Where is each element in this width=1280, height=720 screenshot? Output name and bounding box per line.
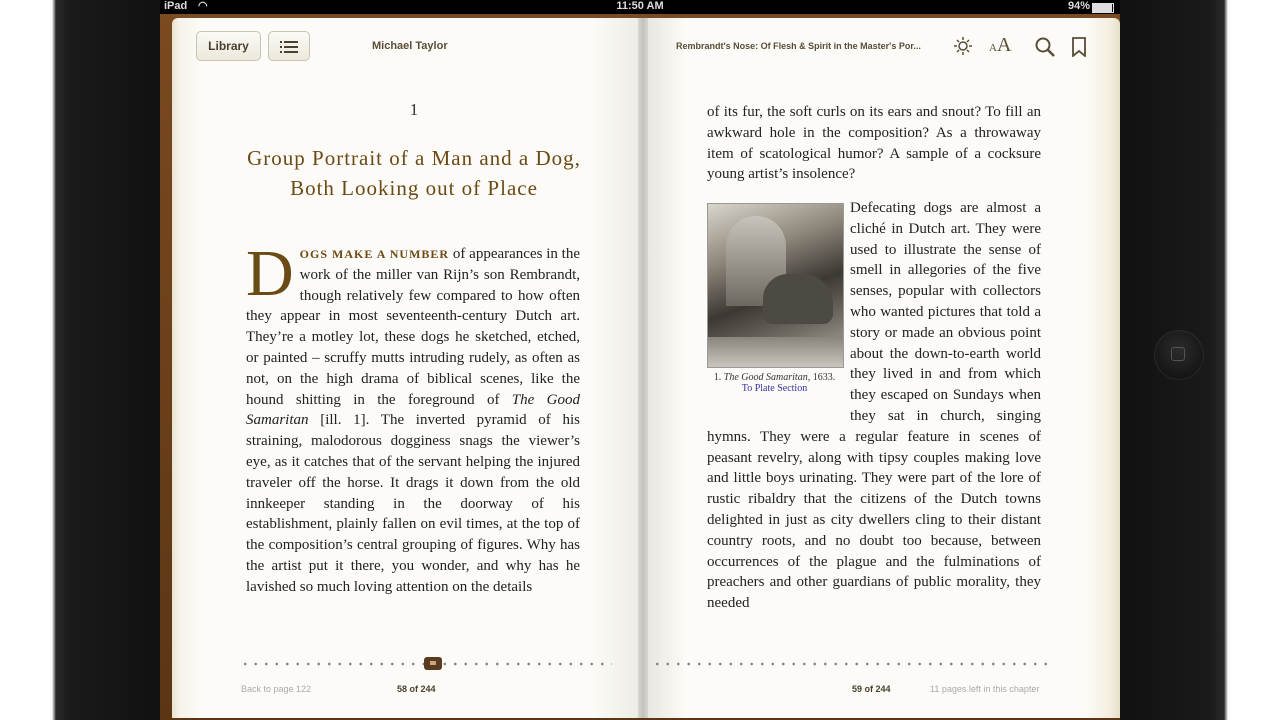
plate-section-link[interactable]: To Plate Section [741, 382, 808, 394]
wifi-icon: ◠ [198, 0, 208, 12]
brightness-icon[interactable] [954, 37, 972, 55]
device-bezel-left [0, 0, 160, 720]
left-page-body [246, 237, 580, 598]
right-page-paragraph-2 [707, 198, 1041, 614]
list-icon [280, 40, 298, 54]
font-size-icon[interactable]: AA [989, 34, 1012, 56]
chapter-title: Group Portrait of a Man and a Dog, Both Looking out of Place [247, 146, 581, 200]
book-title: Rembrandt's Nose: Of Flesh & Spirit in the Master's Por... [676, 41, 921, 51]
left-page-number: 58 of 244 [397, 684, 436, 694]
library-button[interactable]: Library [196, 31, 261, 61]
pages-left-in-chapter: 11 pages left in this chapter [930, 684, 1040, 694]
table-of-contents-button[interactable] [268, 31, 310, 61]
page-scrubber-right[interactable] [652, 661, 1052, 667]
book-spine [638, 18, 648, 718]
page-scrubber-thumb[interactable] [424, 657, 442, 670]
bookmark-icon[interactable] [1072, 37, 1086, 57]
paragraph-text: Defecating dogs are almost a cliché in Dutch art. They were used to illustrate the sense of smell in allegories of the five senses, popular with collectors who wanted pictures that told a story or made an obvious point about the down-to-earth world they lived in and from which they escaped on Sundays when they sat in church, singing hymns. They were a regular feature in scenes of peasant revelry, along with tipsy couples making love and little boys urinating. They were part of the lore of rustic ribaldry that the citizens of the Dutch towns delighted in just as city dwellers cling to their distant country roots, and no doubt too because, between occurrences of the plague and the fulminations of preachers and other guardians of public morality, they needed [707, 200, 1041, 612]
body-text-continued: [ill. 1]. The inverted pyramid of his straining, malodorous dogginess snags the viewer’s eye, as it catches that of the servant helping the injured traveler off the horse. It drags it down from the old innkeeper standing in the doorway of his establishment, plainly fallen on evil times, at the top of the composition’s central grouping of figures. Why has the artist put it there, you wonder, and why has he lavished so much loving attention on the details [246, 412, 580, 595]
battery-icon [1092, 3, 1114, 13]
lead-in: OGS MAKE A NUMBER [299, 247, 450, 261]
caption-title: The Good Samaritan [723, 372, 808, 383]
artwork-title: The Good Samaritan [246, 391, 580, 429]
paragraph-text: of its fur, the soft curls on its ears and snout? To fill an awkward hole in the composition? As a throwaway item of scatological humor? A sample of a cocksure young artist’s insolence? [707, 104, 1041, 183]
clock: 11:50 AM [616, 0, 664, 12]
chapter-number: 1 [409, 100, 419, 119]
search-icon[interactable] [1034, 36, 1056, 58]
body-text: of appearances in the work of the miller van Rijn’s son Rembrandt, though relatively few compared to how often they appear in most seventeenth-century Dutch art. They’re a motley lot, these dogs he sketched, etched, or painted – scruffy mutts intruding rudely, as often as not, on the high drama of biblical scenes, like the hound shitting in the foreground of [246, 246, 580, 408]
right-page-number: 59 of 244 [852, 684, 891, 694]
figure-spacer [707, 198, 850, 416]
right-page-paragraph-1 [707, 102, 1041, 185]
home-button-icon [1171, 347, 1185, 361]
status-bar [160, 0, 1120, 14]
home-button[interactable] [1154, 330, 1204, 380]
caption-number: 1. [713, 372, 724, 383]
author-name: Michael Taylor [372, 40, 448, 52]
back-to-page-link[interactable]: Back to page 122 [241, 684, 312, 694]
caption-year: , 1633. [807, 372, 836, 383]
battery-percent: 94% [1067, 0, 1090, 12]
drop-cap: D [246, 237, 294, 310]
device-label: iPad [164, 0, 188, 12]
